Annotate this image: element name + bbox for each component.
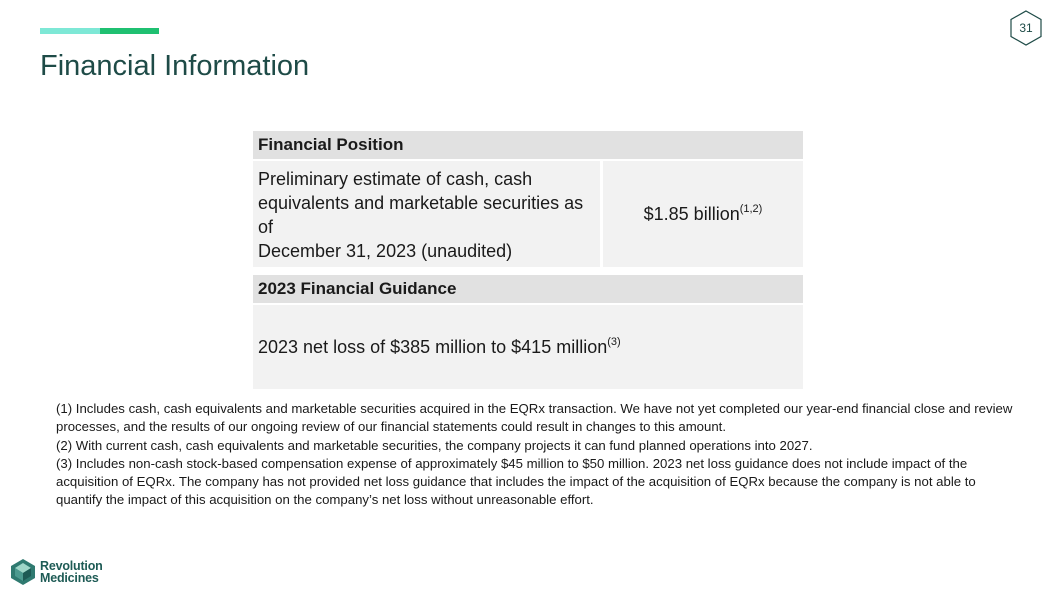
description-line: Preliminary estimate of cash, cash [258,169,533,189]
description-line: of [258,217,274,237]
description-line: December 31, 2023 (unaudited) [258,241,513,261]
cash-value: $1.85 billion [643,204,740,224]
logo-wordmark [40,560,103,584]
revolution-medicines-logo-icon [10,558,36,586]
cash-value-footnote: (1,2) [739,203,763,215]
logo-line-2: Medicines [40,571,99,585]
financial-guidance-table [253,275,803,389]
financial-position-table [253,131,803,267]
description-line: equivalents and marketable securities as [258,193,584,213]
page-number-badge [1010,10,1042,46]
accent-bar-light [40,28,100,34]
company-logo [10,558,103,586]
page-title: Financial Information [40,50,310,82]
footnote-2: (2) With current cash, cash equivalents and marketable securities, the company projects it can fund planned operations into 2027. [56,437,813,453]
page-number: 31 [1019,21,1033,35]
financial-guidance-header: 2023 Financial Guidance [253,275,803,304]
net-loss-footnote: (3) [607,336,621,348]
footnote-1: (1) Includes cash, cash equivalents and marketable securities acquired in the EQRx transaction. We have not yet completed our year-end financial close and review processes, and the results of our ongoing review of our financial statements could result in changes to this amount. [56,401,1013,435]
footnotes [56,400,1016,510]
financial-position-value-cell [602,160,804,267]
financial-position-description [253,160,602,267]
accent-bar-dark [100,28,159,34]
financial-position-header: Financial Position [253,131,803,160]
net-loss-guidance: 2023 net loss of $385 million to $415 million [258,337,608,357]
title-accent-bar [40,28,159,34]
financial-guidance-cell [253,304,803,389]
footnote-3: (3) Includes non-cash stock-based compensation expense of approximately $45 million to $50 million. 2023 net loss guidance does not include impact of the acquisition of EQRx. The company has not provided net loss guidance that includes the impact of the acquisition of EQRx because the company is not able to quantify the impact of this acquisition on the company’s net loss without unreasonable effort. [56,455,976,508]
logo-line-1: Revolution [40,559,103,573]
